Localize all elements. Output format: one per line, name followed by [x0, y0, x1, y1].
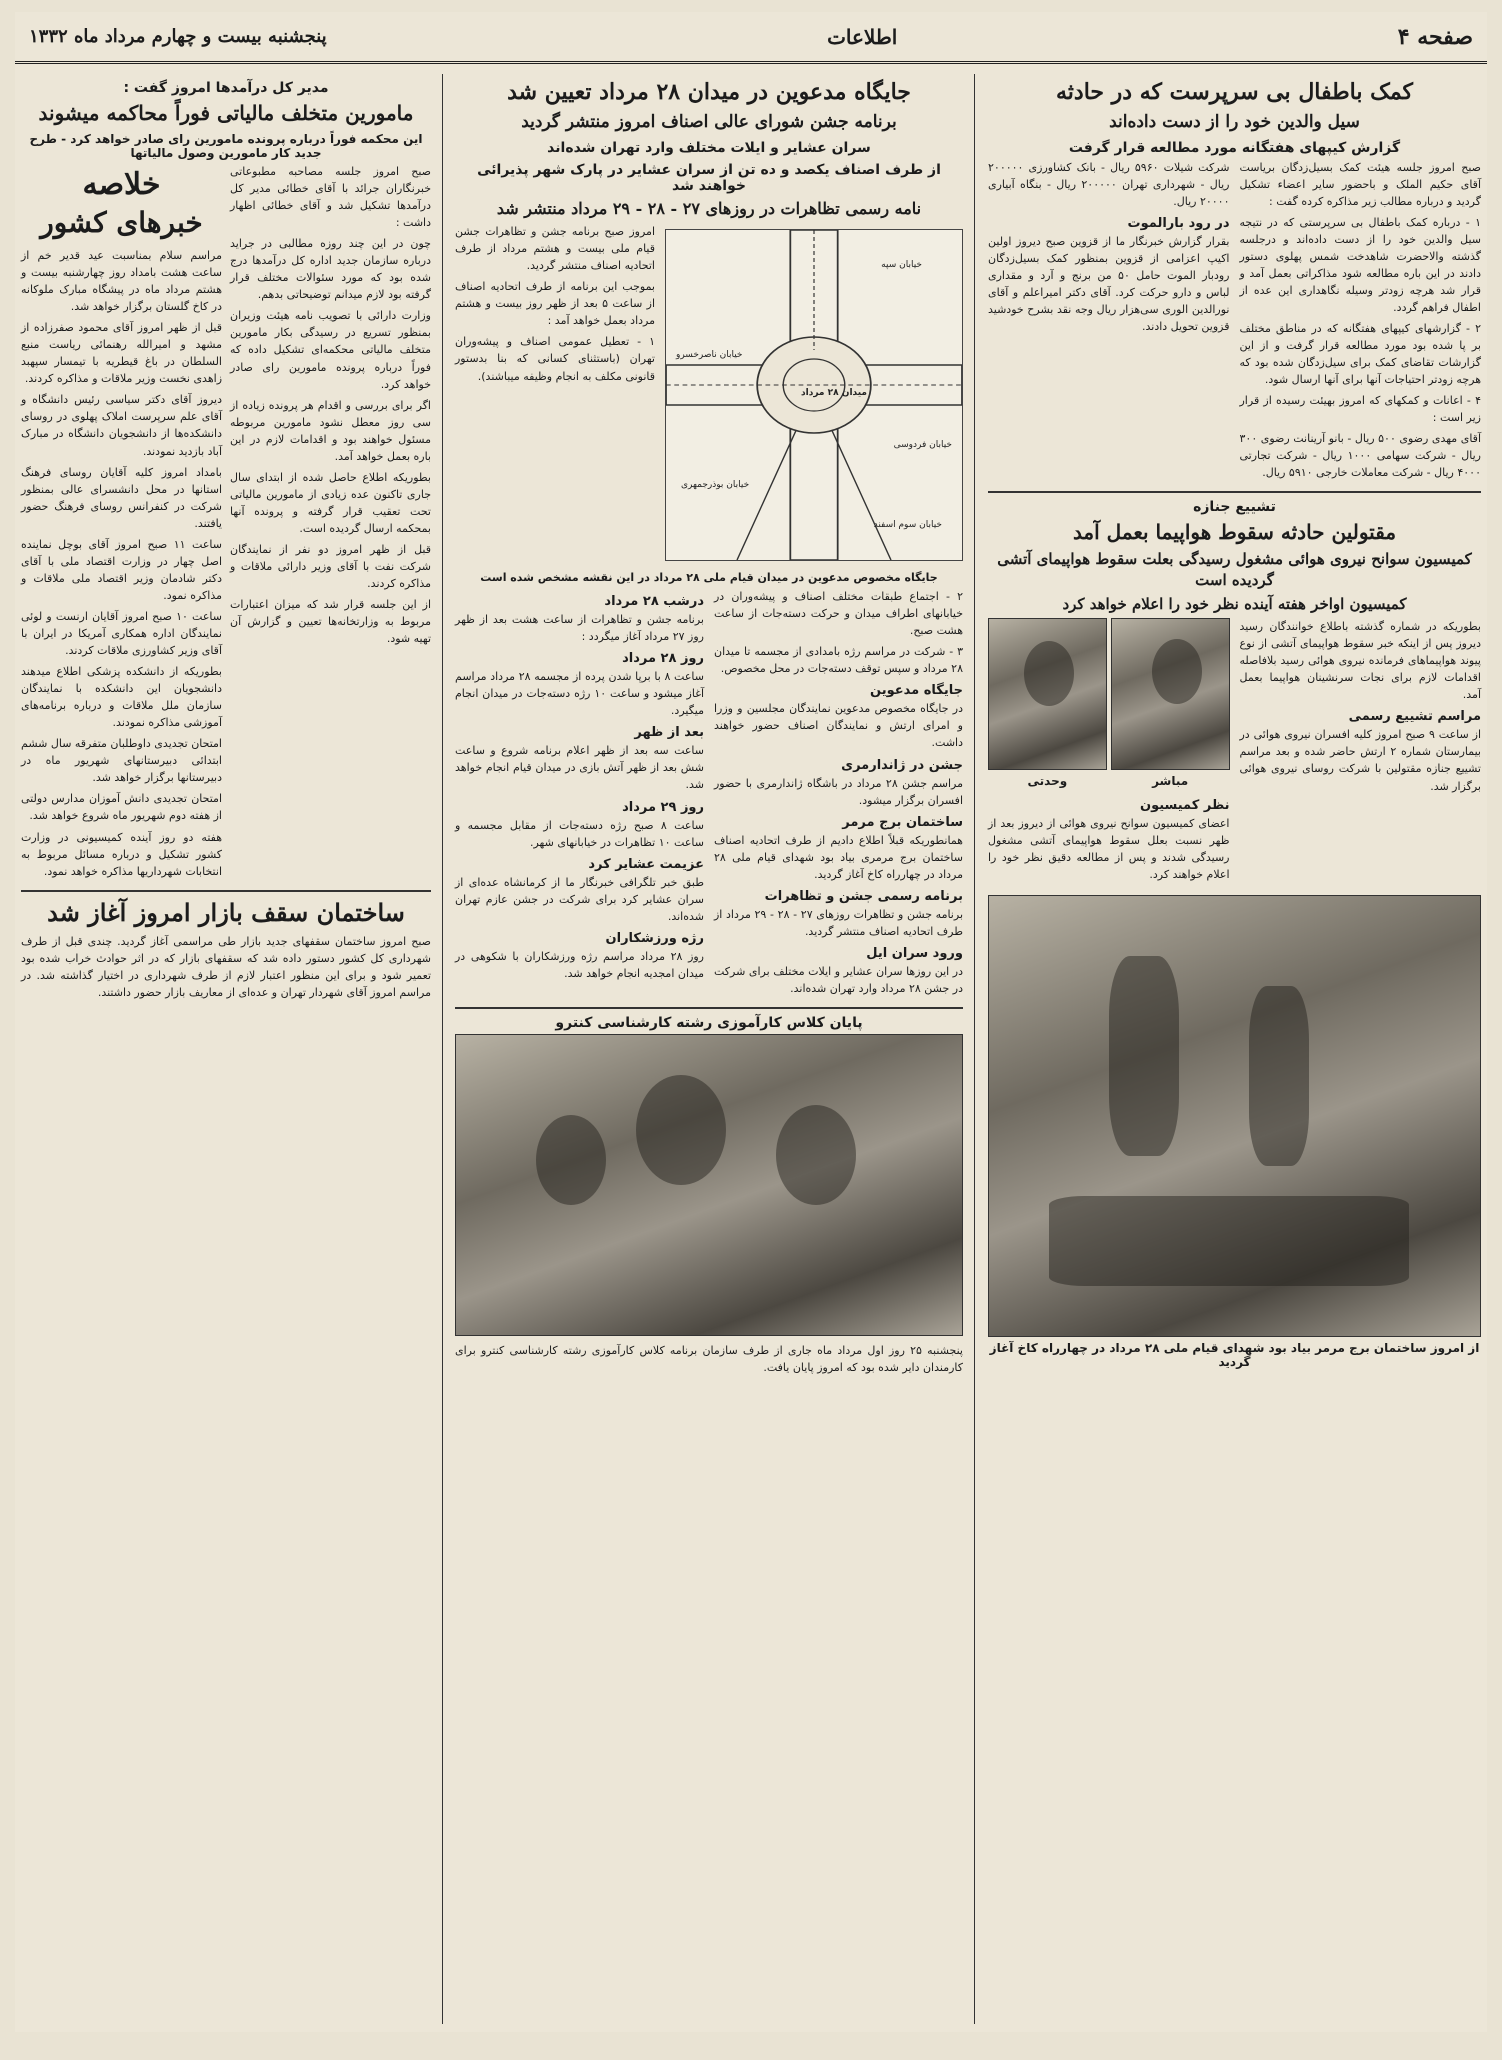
- crash-p3: از ساعت ۹ صبح امروز کلیه افسران نیروی هوائی در بیمارستان شماره ۲ ارتش حاضر شده و بعد مراسم تشییع جنازه مقتولین با شرکت روسای نیروی هوائی برگزار شد.: [1239, 728, 1482, 793]
- celebration-top: [455, 223, 963, 567]
- subhead-commission-view: نظر کمیسیون: [1139, 798, 1230, 814]
- news-k9: امتحان تجدیدی دانش آموزان مدارس دولتی از هفته دوم شهریور ماه شروع خواهد شد.: [21, 792, 222, 823]
- crash-article: [988, 618, 1481, 887]
- subhead-athletes-parade: رژه ورزشکاران: [605, 930, 704, 946]
- crash-p2: اعضای کمیسیون سوانح نیروی هوائی از دیروز بعد از ظهر نسبت بعلل سقوط هواپیمای آتشی مشغول رسیدگی شدند و پس از مطالعه دقیق نظر خود را اعلام خواهند کرد.: [988, 817, 1230, 882]
- map-label-naserkhosrow: خیابان ناصرخسرو: [676, 350, 743, 361]
- map-label-ferdowsi: خیابان فردوسی: [893, 440, 952, 451]
- column-rule: [442, 74, 443, 2024]
- summary-title: خلاصه: [82, 167, 161, 202]
- subhead-official-program: برنامه رسمی جشن و تظاهرات: [764, 888, 963, 904]
- tax-p2: چون در این چند روزه مطالبی در جراید درباره سازمان جدید اداره کل درآمدها درج شده بود که مورد سئوالات مختلف قرار گرفته بود لازم میدانم توضیحاتی بدهم.: [230, 237, 431, 302]
- subhead-marble-tower: ساختمان برج مرمر: [842, 814, 963, 830]
- program-p16: روز ۲۸ مرداد مراسم رژه ورزشکاران با شکوهی در میدان امجدیه انجام خواهد شد.: [455, 949, 704, 980]
- newspaper-page: [15, 12, 1487, 2032]
- flood-p4: ۴ - اعانات و کمکهای که امروز بهیئت رسیده از قرار زیر است :: [1239, 394, 1481, 425]
- subheadline-flood-parents: سیل والدین خود را از دست داده‌اند: [1109, 111, 1360, 132]
- news-k4: بامداد امروز کلیه آقایان روسای فرهنگ استانها در محل دانشسرای عالی بمنظور شرکت در کنفرانس روسای فرهنگ حضور یافتند.: [21, 465, 222, 530]
- map-label-bozorjomehri: خیابان بوذرجمهری: [681, 480, 750, 491]
- tax-p3: وزارت دارائی با تصویب نامه هیئت وزیران بمنظور تسریع در رسیدگی بکار مامورین متخلف مالیاتی محکمه‌ای تشکیل داده که فوراً درباره پرونده مامورین رای صادر خواهد کرد.: [230, 309, 431, 391]
- program-p12: همانطوریکه قبلاً اطلاع دادیم از طرف اتحادیه اصناف ساختمان برج مرمری بیاد بود شهدای قیام ملی ۲۸ مرداد در چهارراه کاخ آغاز گردید.: [714, 833, 963, 881]
- program-p11: مراسم جشن ۲۸ مرداد در باشگاه ژاندارمری با حضور افسران برگزار میشود.: [714, 776, 963, 807]
- news-k12: از این جلسه قرار شد که میزان اعتبارات مربوط به وزارتخانه‌ها تعیین و گزارش آن تهیه شود.: [230, 598, 431, 646]
- news-k10: هفته دو روز آینده کمیسیونی در وزارت کشور تشکیل و درباره مسائل مربوط به انتخابات شهرداریها مذاکره خواهد نمود.: [21, 830, 222, 878]
- subhead-day-28: روز ۲۸ مرداد: [622, 651, 704, 667]
- flood-p6: شرکت شیلات ۵۹۶۰ ریال - بانک کشاورزی ۲۰۰۰۰۰ ریال - شهرداری تهران ۲۰۰۰۰۰ ریال - بنگاه آبیاری ۲۰۰۰۰ ریال.: [988, 160, 1230, 208]
- headline-tax-officers: مامورین متخلف مالیاتی فوراً محاکمه میشوند: [38, 101, 414, 125]
- headline-funeral: تشییع جنازه: [1193, 499, 1276, 516]
- news-k11: قبل از ظهر امروز دو نفر از نمایندگان شرکت نفت با آقای وزیر دارائی ملاقات و مذاکره کردند.: [230, 542, 431, 591]
- tax-p5: بطوریکه اطلاع حاصل شده از ابتدای سال جاری تاکنون عده زیادی از مامورین مالیاتی تحت تعقیب قرار گرفته و پرونده آنها بمحکمه ارسال گردیده است.: [230, 470, 431, 535]
- portrait-photos: [988, 618, 1230, 792]
- page-number: صفحه ۴: [1397, 23, 1473, 50]
- newspaper-title: اطلاعات: [827, 24, 898, 49]
- subhead-funeral-ceremony: مراسم تشییع رسمی: [1348, 709, 1481, 725]
- training-class-photo: [455, 1034, 963, 1336]
- program-p4: ۲ - اجتماع طبقات مختلف اصناف و پیشه‌وران در خیابانهای اطراف میدان و حرکت دسته‌جات از ساعت هشت صبح.: [714, 590, 963, 638]
- program-p8: ساعت ۸ با برپا شدن پرده از مجسمه ۲۸ مرداد مراسم آغاز میشود و ساعت ۱۰ رژه دسته‌جات در میدان انجام میگیرد.: [455, 670, 705, 718]
- flood-p5: آقای مهدی رضوی ۵۰۰ ریال - بانو آرینانت رضوی ۳۰۰ ریال - شرکت سهامی ۱۰۰۰ ریال - شرکت تجارتی ۴۰۰۰ ریال - شرکت معاملات خارجی ۵۹۱۰ ریال.: [1239, 432, 1481, 480]
- news-k8: امتحان تجدیدی داوطلبان متفرقه سال ششم ابتدائی دبیرستانهای شهریور ماه در دبیرستانها برگزار خواهد شد.: [21, 737, 222, 785]
- subhead-alamut: در رود بارالموت: [1127, 215, 1230, 231]
- bazaar-text: صبح امروز ساختمان سقفهای جدید بازار طی مراسمی آغاز گردید. چندی قبل از طرف شهرداری کل کشور دستور داده شد که سقفهای بازار که در اثر حوادث خراب شده بود تعمیر شود و برای این منظور اعتبار لازم از طرف شهرداری در اختیار گذاشته شد. در مراسم امروز آقای شهردار تهران و عده‌ای از معاریف بازار حضور داشتند.: [21, 934, 431, 999]
- tower-photo-caption: از امروز ساختمان برج مرمر بیاد بود شهدای قیام ملی ۲۸ مرداد در چهارراه کاخ آغاز گردید: [989, 1341, 1480, 1370]
- training-class-text: پنجشنبه ۲۵ روز اول مرداد ماه جاری از طرف سازمان برنامه کلاس کارآموزی رشته کارشناسی کنترو برای کارمندان دایر شده بود که امروز پایان یافت.: [455, 1343, 963, 1374]
- headline-bazaar-roof: ساختمان سقف بازار امروز آغاز شد: [47, 897, 405, 927]
- program-p7: برنامه جشن و تظاهرات از ساعت هشت بعد از ظهر روز ۲۷ مرداد آغاز میگردد :: [455, 613, 704, 644]
- portrait-caption-right: مباشر: [1152, 774, 1189, 789]
- portrait-caption-left: وحدتی: [1027, 774, 1068, 789]
- tax-p1: صبح امروز جلسه مصاحبه مطبوعاتی خبرنگاران جرائد با آقای خطائی مدیر کل درآمدها تشکیل شد و آقای خطائی اظهار داشت :: [230, 165, 431, 230]
- subheadline-reports: گزارش کیپهای هفتگانه مورد مطالعه قرار گرفت: [1068, 139, 1401, 156]
- map-label-square: میدان ۲۸ مرداد: [801, 388, 867, 399]
- square-map: [665, 229, 963, 561]
- subhead-afternoon: بعد از ظهر: [634, 725, 704, 741]
- flood-p1: صبح امروز جلسه هیئت کمک بسیل‌زدگان بریاست آقای حکیم الملک و باحضور سایر اعضاء تشکیل گردید و درباره مطالب زیر مذاکره کرده گفت :: [1239, 160, 1481, 208]
- portrait-photo-right: [1111, 618, 1230, 770]
- headline-revenue-director: مدیر کل درآمدها امروز گفت :: [123, 80, 329, 96]
- divider: [988, 491, 1481, 493]
- news-k1: مراسم سلام بمناسبت عید قدیر خم از ساعت هشت بامداد روز چهارشنبه بیست و هشتم مرداد ماه در پیشگاه مبارک ملوکانه در کاخ گلستان برگزار خواهد شد.: [21, 249, 222, 314]
- subhead-tribal-arrival: ورود سران ایل: [866, 945, 963, 961]
- flood-p2: ۱ - درباره کمک باطفال بی سرپرستی که در نتیجه سیل والدین خود را از دست داده‌اند و درجلسه گذشته والاحضرت شاهدخت شمس پهلوی دستور دادند در این باره مطالعه شود مذاکراتی بعمل آمد و قرار شد هرچه زودتر وسیله نگاهداری این عده از اطفال فراهم گردد.: [1239, 215, 1481, 314]
- program-p5: ۳ - شرکت در مراسم رژه بامدادی از مجسمه تا میدان ۲۸ مرداد و سپس توقف دسته‌جات در محل مخصوص.: [714, 645, 963, 676]
- subhead-eve-28: درشب ۲۸ مرداد: [604, 594, 704, 610]
- celebration-bottom: [455, 588, 963, 1001]
- headline-crash-victims: مقتولین حادثه سقوط هواپیما بعمل آمد: [1072, 520, 1397, 545]
- subheadline-official-program: نامه رسمی تظاهرات در روزهای ۲۷ - ۲۸ - ۲۹ مرداد منتشر شد: [496, 198, 922, 218]
- left-column: [15, 74, 437, 2024]
- flood-p3: ۲ - گزارشهای کیپهای هفتگانه که در مناطق مختلف بر پا شده بود مورد مطالعه قرار گرفت و از این گزارشات تقاضای کمک برای سیل‌زدگان شده بود که هرچه زودتر احتیاجات آنها برای آنها ارسال شود.: [1239, 321, 1481, 387]
- subhead-gendarmerie: جشن در ژاندارمری: [841, 757, 963, 773]
- map-label-sepah: خیابان سپه: [881, 260, 922, 271]
- program-p15: طبق خبر تلگرافی خبرنگار ما از کرمانشاه عده‌ای از سران عشایر کرد برای شرکت در جشن عازم تهران شده‌اند.: [455, 875, 704, 923]
- subheadline-tribal-chiefs: سران عشایر و ایلات مختلف وارد تهران شده‌اند: [547, 139, 871, 156]
- divider: [455, 1007, 963, 1009]
- subhead-day-29: روز ۲۹ مرداد: [622, 799, 704, 815]
- news-k6: ساعت ۱۰ صبح امروز آقایان ارنست و لوئی نمایندگان اداره همکاری آمریکا در ایران با آقای وزیر کشاورزی ملاقات کردند.: [21, 609, 222, 658]
- tower-construction-photo: [988, 895, 1481, 1337]
- portrait-photo-left: [988, 618, 1107, 770]
- crash-p1: بطوریکه در شماره گذشته باطلاع خوانندگان رسید دیروز پس از اینکه خبر سقوط هواپیمای آتشی از نوع پیوند هواپیماهای فرمانده نیروی هوائی رسید بلافاصله اقدامات لازم برای نجات سرنشینان هواپیما بعمل آمد.: [1239, 620, 1481, 702]
- masthead: [15, 12, 1487, 64]
- center-column: [449, 74, 969, 2024]
- subheadline-reception: از طرف اصناف یکصد و ده تن از سران عشایر در پارک شهر پذیرائی خواهند شد: [477, 161, 941, 194]
- flood-p7: بقرار گزارش خبرنگار ما از قزوین صبح دیروز اولین اکیپ اعزامی از قزوین بمنظور کمک بسیل‌زدگان رودبار الموت حامل ۵۰ من برنج و آرد و مقداری لباس و دارو حرکت کرد. آقای دکتر امیراعلم و آقای نورالدین الوری سی‌هزار ریال وجه نقد بشرح خودشید قزوین تحویل دادند.: [988, 234, 1230, 333]
- subhead-guest-stand: جایگاه مدعوین: [870, 683, 963, 699]
- program-p1: امروز صبح برنامه جشن و تظاهرات جشن قیام ملی بیست و هشتم مرداد از طرف اتحادیه اصناف منتشر گردید.: [455, 225, 655, 273]
- left-top-area: [21, 163, 431, 884]
- map-label-esfand: خیابان سوم اسفند: [873, 520, 942, 531]
- program-p6: در جایگاه مخصوص مدعوین نمایندگان مجلسین و وزرا و امرای ارتش و نمایندگان اصناف حضور خواهند داشت.: [714, 702, 963, 750]
- subhead-kurd-tribes: عزیمت عشایر کرد: [588, 856, 704, 872]
- subheadline-commission-report: کمیسیون اواخر هفته آینده نظر خود را اعلام خواهد کرد: [1062, 594, 1407, 613]
- news-k5: ساعت ۱۱ صبح امروز آقای بوچل نماینده اصل چهار در وزارت اقتصاد ملی با آقای دکتر شادمان وزیر اقتصاد ملی ملاقات و مذاکره نمود.: [21, 537, 222, 602]
- program-p9: ساعت سه بعد از ظهر اعلام برنامه شروع و ساعت شش بعد از ظهر آتش بازی در میدان قیام انجام خواهد شد.: [455, 744, 704, 792]
- tax-p4: اگر برای بررسی و اقدام هر پرونده زیاده از سی روز معطل نشود مامورین مربوطه مسئول خواهند بود و اقدامات لازم در این باره بعمل خواهد آمد.: [230, 398, 431, 463]
- headline-guest-stand: جایگاه مدعوین در میدان ۲۸ مرداد تعیین شد: [507, 79, 911, 105]
- program-p13: برنامه جشن و تظاهرات روزهای ۲۷ - ۲۸ - ۲۹ مرداد از طرف اتحادیه اصناف منتشر گردید.: [714, 907, 964, 938]
- program-p14: در این روزها سران عشایر و ایلات مختلف برای شرکت در جشن ۲۸ مرداد وارد تهران شده‌اند.: [714, 964, 963, 995]
- subheadline-tax-court: این محکمه فوراً درباره پرونده مامورین رای صادر خواهد کرد - طرح جدید کار مامورین وصول مالیاتها: [29, 132, 423, 160]
- program-p2: بموجب این برنامه از طرف اتحادیه اصناف از ساعت ۵ بعد از ظهر روز بیست و هشتم مرداد بعمل خواهد آمد :: [455, 280, 655, 328]
- subheadline-guild-program: برنامه جشن شورای عالی اصناف امروز منتشر گردید: [521, 111, 897, 132]
- news-k3: دیروز آقای دکتر سیاسی رئیس دانشگاه و آقای علم سرپرست املاک پهلوی در روسای دانشکده‌ها از دانشجویان دانشگاه در مبارک آباد بازدید نمودند.: [21, 393, 222, 458]
- news-k2: قبل از ظهر امروز آقای محمود صفرزاده از مشهد و امیرالله رهنمائی ریاست منبع السلطان در باغ قیطریه با تیمسار سپهبد زاهدی نخست وزیر ملاقات و مذاکره کردند.: [21, 321, 222, 386]
- headline-training-class: پایان کلاس کارآموزی رشته کارشناسی کنترو: [555, 1014, 863, 1031]
- flood-article: [988, 159, 1481, 486]
- summary-subtitle: خبرهای کشور: [40, 206, 203, 239]
- right-column: [982, 74, 1487, 2024]
- subheadline-commission: کمیسیون سوانح نیروی هوائی مشغول رسیدگی بعلت سقوط هواپیمای آتشی گردیده است: [997, 550, 1472, 589]
- divider: [21, 890, 431, 892]
- program-p3: ۱ - تعطیل عمومی اصناف و پیشه‌وران تهران (باستثنای کسانی که بنا بدستور قانونی مکلف به انجام وظیفه میباشند).: [455, 335, 655, 383]
- map-caption: جایگاه مخصوص مدعوین در میدان قیام ملی ۲۸ مرداد در این نقشه مشخص شده است: [480, 571, 938, 585]
- news-k7: بطوریکه از دانشکده پزشکی اطلاع میدهند دانشجویان این دانشکده با نمایندگان سازمان ملل ملاقات و درباره برنامه‌های آموزشی مذاکره نمودند.: [21, 665, 222, 730]
- issue-date: پنجشنبه بیست و چهارم مرداد ماه ۱۳۳۲: [29, 26, 327, 47]
- column-rule: [974, 74, 975, 2024]
- headline-flood-children: کمک باطفال بی سرپرست که در حادثه: [1055, 79, 1414, 105]
- program-p10: ساعت ۸ صبح رژه دسته‌جات از مقابل مجسمه و ساعت ۱۰ تظاهرات در خیابانهای شهر.: [455, 818, 705, 849]
